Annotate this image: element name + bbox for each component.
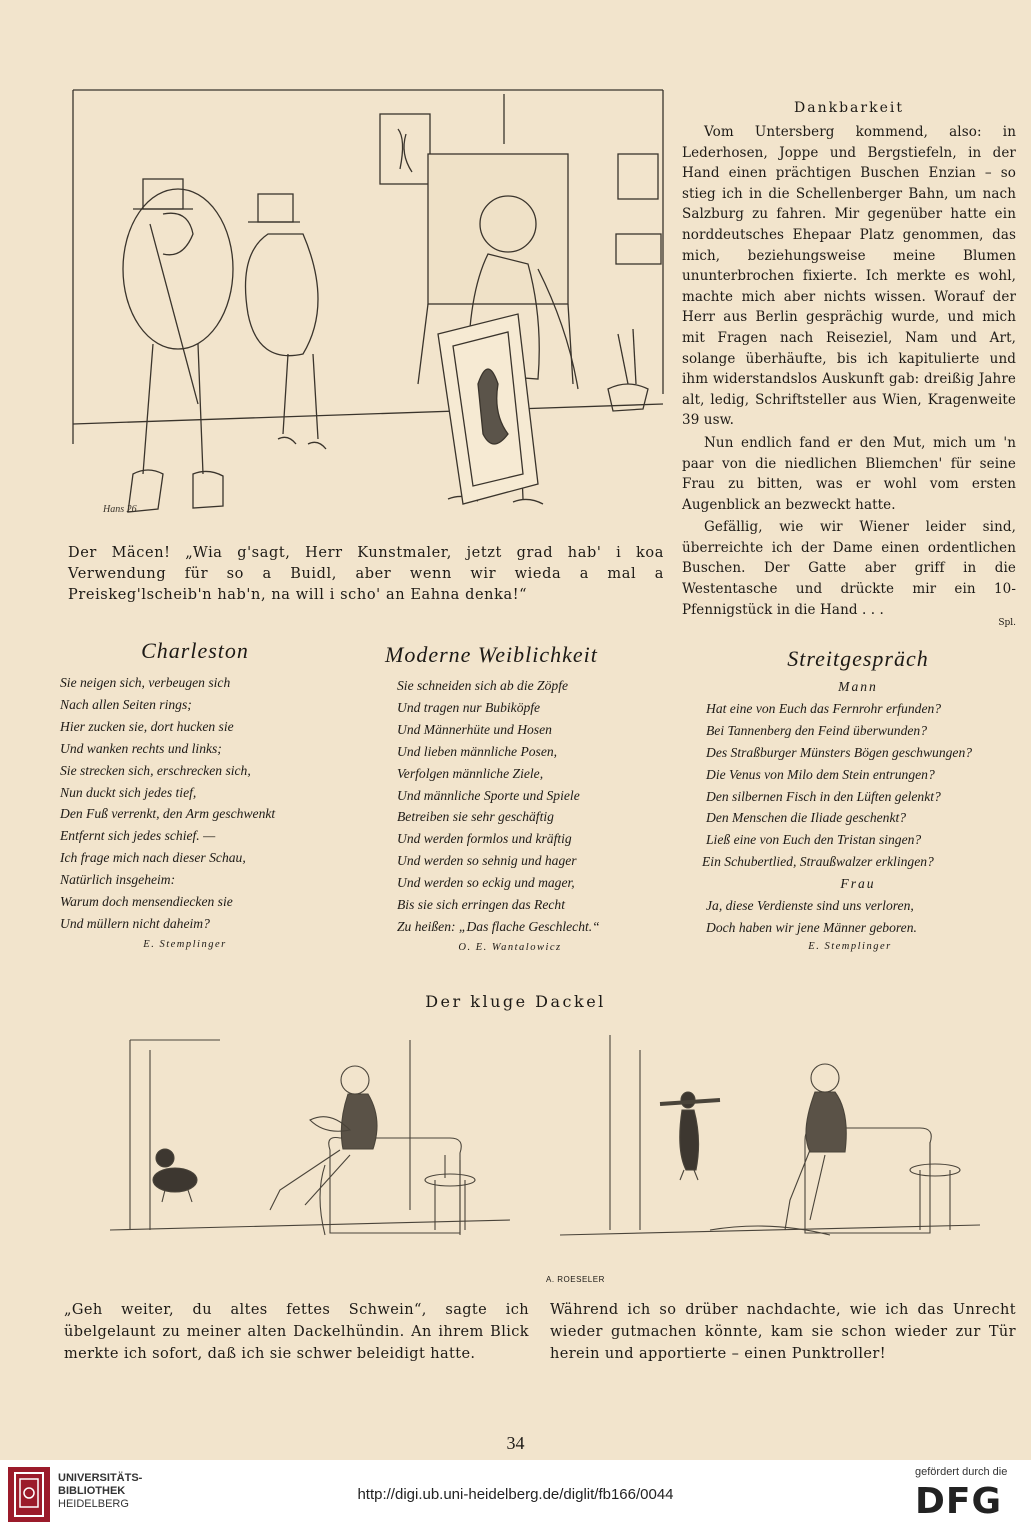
poem-line: Ich frage mich nach dieser Schau, (60, 850, 246, 866)
dankbarkeit-paragraph-3: Gefällig, wie wir Wiener leider sind, überreichte ich der Dame einen ordentlichen Buschen. Der Gatte aber griff in die Westentasche und drückte mir ein 10-Pfennigstück in die Hand . . . (682, 519, 1016, 618)
poem-line: Den silbernen Fisch in den Lüften gelenkt? (706, 788, 941, 804)
poem-line: Hat eine von Euch das Fernrohr erfunden? (706, 700, 942, 716)
poem-line: Und werden formlos und kräftig (397, 831, 572, 847)
moderne-title: Moderne Weiblichkeit (385, 642, 598, 667)
dackel-title: Der kluge Dackel (425, 992, 606, 1011)
dankbarkeit-article (682, 100, 1016, 628)
artist-signature: Hans 26 (103, 504, 137, 515)
poem-line: Zu heißen: „Das flache Geschlecht.“ (397, 918, 600, 934)
speaker-frau: Frau (840, 876, 876, 892)
poem-line: Die Venus von Milo dem Stein entrungen? (706, 766, 935, 782)
poem-line: Des Straßburger Münsters Bögen geschwungen? (706, 744, 973, 760)
poem-streitgespraech (700, 646, 1016, 952)
dackel-illustration-right (560, 1030, 980, 1275)
poem-line: Ließ eine von Euch den Tristan singen? (706, 832, 922, 848)
poem-line: Nach allen Seiten rings; (60, 696, 192, 712)
moderne-author: O. E. Wantalowicz (458, 941, 562, 953)
charleston-title: Charleston (141, 638, 249, 663)
dackel-illustration-left (110, 1030, 510, 1270)
streit-title: Streitgespräch (787, 646, 929, 671)
dackel-signature: A. ROESELER (546, 1275, 605, 1284)
poem-line: Sie neigen sich, verbeugen sich (60, 675, 231, 690)
poem-moderne-weiblichkeit (385, 642, 635, 953)
poem-line: Den Menschen die Iliade geschenkt? (706, 810, 907, 826)
studio-scene-drawing (68, 84, 668, 540)
digital-object-url-link[interactable]: http://digi.ub.uni-heidelberg.de/diglit/fb166/0044 (357, 1486, 674, 1503)
poem-charleston (60, 638, 330, 950)
poem-line: Und müllern nicht daheim? (60, 915, 210, 931)
poem-line: Doch haben wir jene Männer geboren. (706, 919, 917, 935)
dankbarkeit-title: Dankbarkeit (794, 100, 904, 116)
charleston-author: E. Stemplinger (143, 938, 227, 950)
dackel-caption-left (64, 1299, 529, 1365)
dackel-caption-right (550, 1299, 1016, 1365)
poem-line: Ein Schubertlied, Straußwalzer erklingen? (702, 854, 934, 870)
poem-line: Warum doch mensendiecken sie (60, 894, 233, 910)
poem-line: Und werden so eckig und mager, (397, 875, 575, 891)
library-line-3: HEIDELBERG (58, 1498, 129, 1510)
dankbarkeit-paragraph-1: Vom Untersberg kommend, also: in Lederhosen, Joppe und Bergstiefeln, in der Hand einen prächtigen Buschen Enzian – so stieg ich in die Schellenberger Bahn, um nach Salzburg zu fahren. Mir gegenüber hatte ein norddeutsches Ehepaar Platz genommen, das mich, beziehungsweise meine Blumen ununterbrochen fixierte. Ich merkte es wohl, machte mich aber nichts wissen. Worauf der Herr aus Berlin gesprächig wurde, und mich mit Fragen nach Reiseziel, Nam und Art, solange überhäufte, bis ich kapitulierte und ihm widerstandslos Auskunft gab: dreißig Jahre alt, ledig, Schriftsteller aus Wien, Kragenweite 39 usw. (682, 124, 1016, 429)
speaker-mann: Mann (838, 679, 878, 694)
poem-line: Und wanken rechts und links; (60, 740, 222, 756)
poem-line: Und lieben männliche Posen, (397, 743, 558, 759)
dackel-scene-2-drawing (560, 1030, 980, 1275)
poem-line: Entfernt sich jedes schief. — (60, 828, 216, 844)
poem-line: Natürlich insgeheim: (60, 872, 176, 888)
poem-line: Betreiben sie sehr geschäftig (397, 809, 554, 825)
poem-line: Bis sie sich erringen das Recht (397, 897, 566, 913)
dfg-logo: DFG (915, 1481, 1003, 1522)
poem-line: Hier zucken sie, dort hucken sie (60, 718, 234, 734)
poem-line: Sie schneiden sich ab die Zöpfe (397, 678, 569, 693)
library-line-2: BIBLIOTHEK (58, 1485, 126, 1497)
poem-line: Nun duckt sich jedes tief, (60, 784, 197, 800)
poem-line: Und werden so sehnig und hager (397, 853, 577, 869)
funded-by-label: gefördert durch die (915, 1466, 1008, 1478)
poem-line: Sie strecken sich, erschrecken sich, (60, 762, 251, 778)
poem-line: Und Männerhüte und Hosen (397, 721, 552, 737)
dankbarkeit-author: Spl. (998, 618, 1016, 629)
footer-bar (0, 1460, 1031, 1530)
dackel-caption-right-text: Während ich so drüber nachdachte, wie ich das Unrecht wieder gutmachen könnte, kam sie schon wieder zur Tür herein und apportierte – einen Punktroller! (550, 1302, 1016, 1362)
poem-line: Ja, diese Verdienste sind uns verloren, (706, 898, 914, 914)
dackel-scene-1-drawing (110, 1030, 510, 1270)
poem-line: Den Fuß verrenkt, den Arm geschwenkt (60, 806, 276, 822)
library-line-1: UNIVERSITÄTS- (58, 1472, 143, 1484)
top-caption-text: Der Mäcen! „Wia g'sagt, Herr Kunstmaler, jetzt grad hab' i koa Verwendung für so a Buidl, aber wenn wir wieda a mal a Preiskeg'lscheib'n hab'n, na will i scho' an Eahna denka!“ (68, 545, 664, 603)
top-cartoon-illustration (68, 84, 668, 540)
dankbarkeit-paragraph-2: Nun endlich fand er den Mut, mich um 'n paar von die niedlichen Bliemchen' für seine Frau zu bitten, was er wohl vom ersten Augenblick an bezweckt hatte. (682, 434, 1016, 513)
poem-line: Und männliche Sporte und Spiele (397, 787, 580, 803)
poem-line: Verfolgen männliche Ziele, (397, 765, 544, 781)
poem-line: Und tragen nur Bubiköpfe (397, 699, 541, 715)
poem-line: Bei Tannenberg den Feind überwunden? (706, 722, 927, 738)
streit-author: E. Stemplinger (808, 940, 892, 952)
dackel-caption-left-text: „Geh weiter, du altes fettes Schwein“, sagte ich übelgelaunt zu meiner alten Dackelhündin. An ihrem Blick merkte ich sofort, daß ich sie schwer beleidigt hatte. (64, 1302, 529, 1362)
page-number: 34 (506, 1433, 525, 1453)
top-cartoon-caption (68, 543, 664, 606)
